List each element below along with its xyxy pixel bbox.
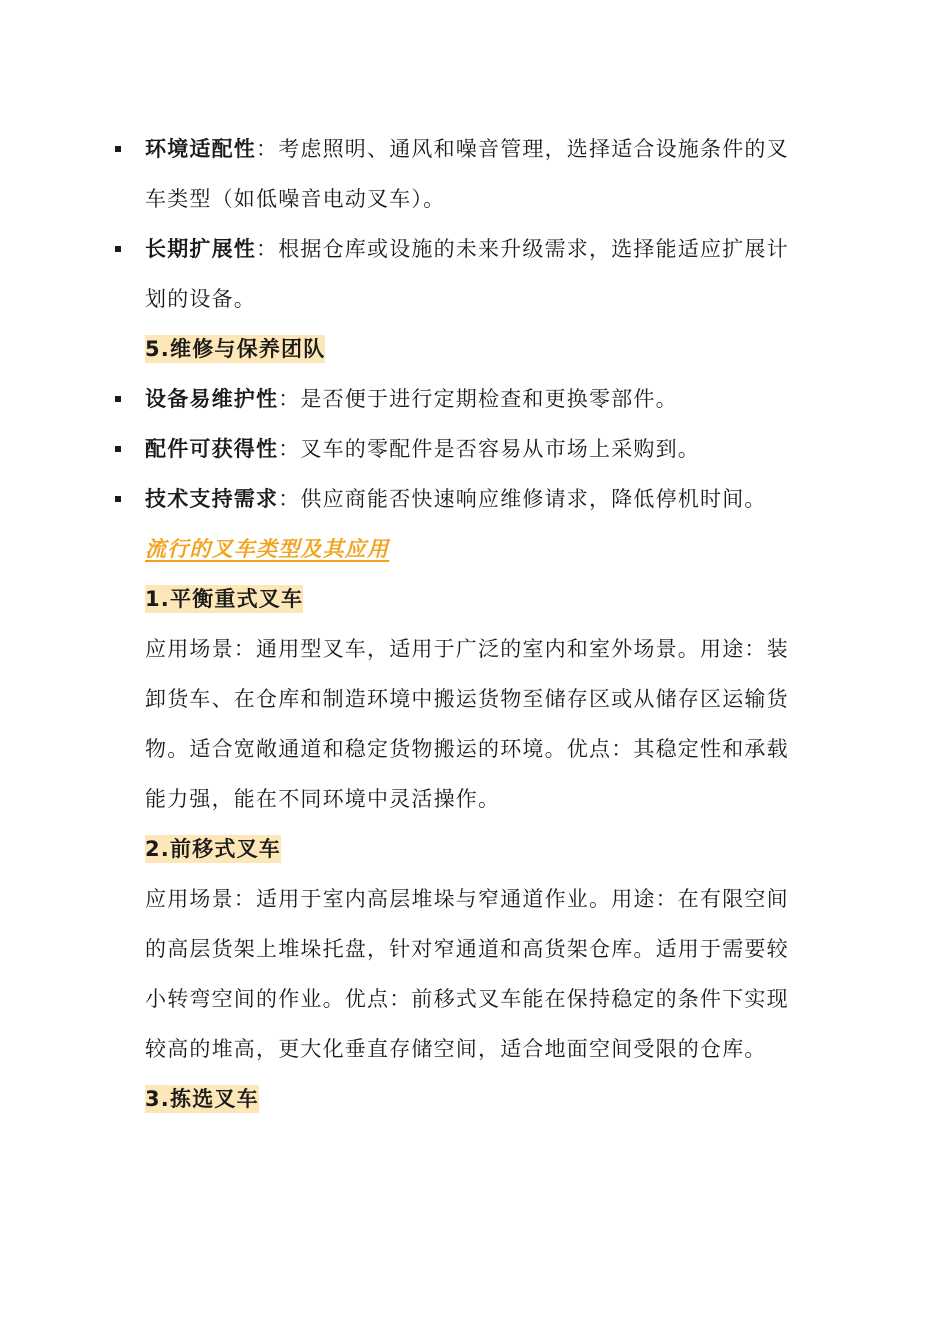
document-body [145, 124, 810, 1124]
heading-maintenance-team [145, 324, 810, 374]
bullet-term: 长期扩展性 [145, 237, 256, 261]
paragraph-reach-truck: 应用场景：适用于室内高层堆垛与窄通道作业。用途：在有限空间的高层货架上堆垛托盘，针对窄通道和高货架仓库。适用于需要较小转弯空间的作业。优点：前移式叉车能在保持稳定的条件下实现较高的堆高，更大化垂直存储空间，适合地面空间受限的仓库。 [145, 887, 789, 1061]
bullet-term: 设备易维护性 [145, 387, 279, 411]
bullet-separator: ： [256, 237, 279, 261]
list-item-long-term-expansion [145, 224, 810, 324]
bullet-separator: ： [278, 387, 301, 411]
list-item-parts-availability [145, 424, 810, 474]
heading-text: 5.维修与保养团队 [145, 337, 326, 361]
heading-text: 3.拣选叉车 [145, 1087, 259, 1111]
heading-reach-truck [145, 824, 810, 874]
bullet-square-icon [115, 446, 121, 452]
paragraph-counterbalance: 应用场景：通用型叉车，适用于广泛的室内和室外场景。用途：装卸货车、在仓库和制造环境中搬运货物至储存区或从储存区运输货物。适合宽敞通道和稳定货物搬运的环境。优点：其稳定性和承载能力强，能在不同环境中灵活操作。 [145, 637, 789, 811]
heading-text: 2.前移式叉车 [145, 837, 281, 861]
bullet-separator: ： [278, 487, 301, 511]
heading-counterbalance-forklift [145, 574, 810, 624]
bullet-square-icon [115, 246, 121, 252]
bullet-text: 根据仓库或设施的未来升级需求，选择能适应扩展计划的设备。 [145, 237, 789, 311]
bullet-text: 是否便于进行定期检查和更换零部件。 [300, 387, 678, 411]
bullet-term: 配件可获得性 [145, 437, 279, 461]
bullet-square-icon [115, 146, 121, 152]
bullet-text: 叉车的零配件是否容易从市场上采购到。 [300, 437, 701, 461]
list-item-easy-maintenance [145, 374, 810, 424]
list-item-environment-fit [145, 124, 810, 224]
section-title-forklift-types: 流行的叉车类型及其应用 [145, 537, 390, 561]
heading-text: 1.平衡重式叉车 [145, 587, 304, 611]
list-item-tech-support [145, 474, 810, 524]
bullet-square-icon [115, 496, 121, 502]
bullet-term: 技术支持需求 [145, 487, 279, 511]
bullet-term: 环境适配性 [145, 137, 256, 161]
bullet-separator: ： [278, 437, 301, 461]
heading-order-picker [145, 1074, 810, 1124]
bullet-text: 供应商能否快速响应维修请求，降低停机时间。 [300, 487, 767, 511]
bullet-text: 考虑照明、通风和噪音管理，选择适合设施条件的叉车类型（如低噪音电动叉车）。 [145, 137, 789, 211]
bullet-square-icon [115, 396, 121, 402]
bullet-separator: ： [256, 137, 279, 161]
